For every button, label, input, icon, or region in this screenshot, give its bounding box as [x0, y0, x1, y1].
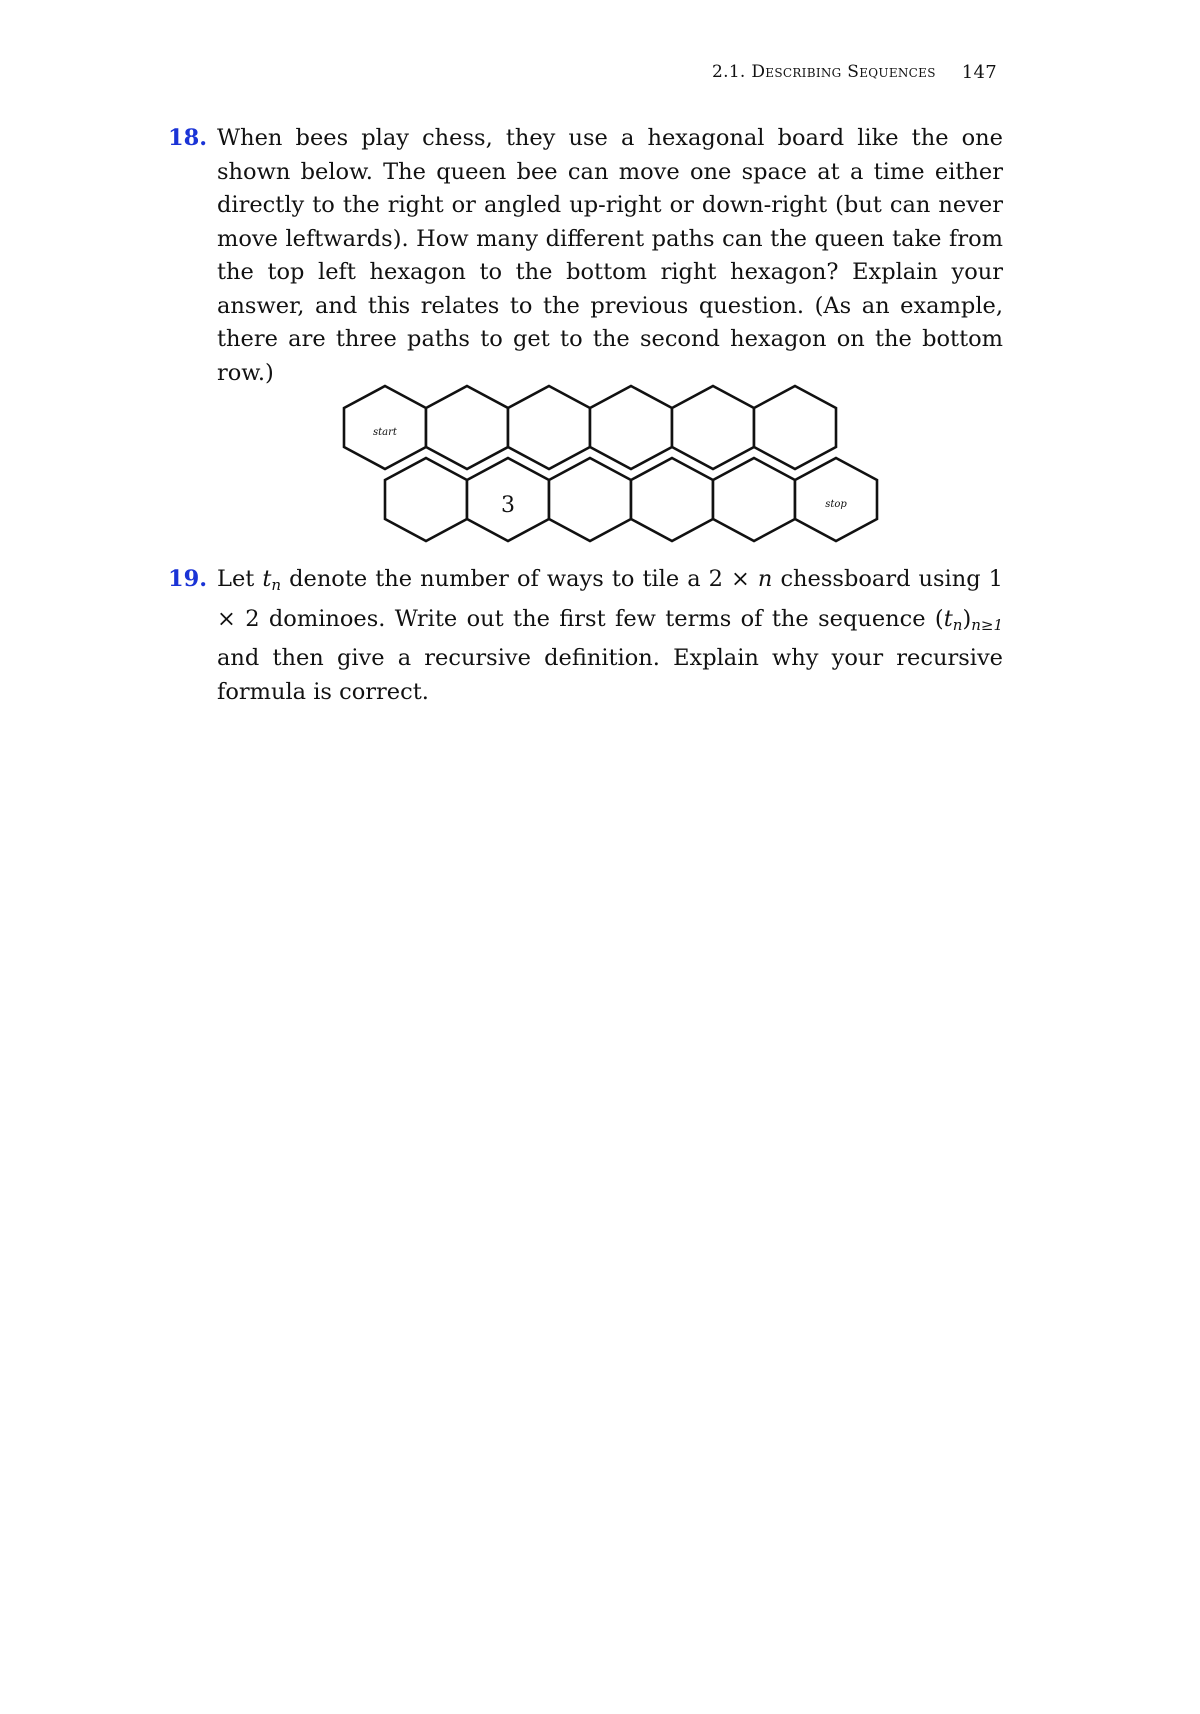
top-row-hexagon — [754, 386, 836, 469]
exercise-number: 19. — [168, 566, 208, 592]
top-row-hexagon — [672, 386, 754, 469]
hex-label: start — [373, 427, 397, 438]
text-segment: and then give a recursive definition. Explain why your recursive formula is correct. — [217, 645, 1003, 705]
hexagon-board-figure — [340, 374, 885, 549]
start-hexagon — [344, 386, 426, 469]
math-t-letter: t — [262, 566, 272, 592]
math-t-letter: t — [943, 605, 953, 632]
text-segment: Let — [217, 566, 263, 592]
exercise-text: When bees play chess, they use a hexagonal board like the one shown below. The queen bee can move one space at a time either directly to the right or angled up-right or down-right (but can never move leftwards). How many different paths can the queen take from the top left hexagon to the bottom right hexagon? Explain your answer, and this relates to the previous question. (As an example, there are three paths to get to the second hexagon on the bottom row.) — [217, 125, 1003, 386]
top-row-hexagon — [508, 386, 590, 469]
hex-label: stop — [825, 499, 847, 510]
sequence-subscript: n≥1 — [971, 615, 1003, 634]
hexagon-board — [340, 374, 885, 549]
running-head — [712, 62, 997, 82]
example-count-label: 3 — [501, 493, 515, 518]
section-title: 2.1. Describing Sequences — [712, 62, 936, 82]
top-row-hexagon — [590, 386, 672, 469]
bottom-row-hexagon — [631, 458, 713, 541]
text-segment: ) — [962, 605, 972, 632]
stop-hexagon — [795, 458, 877, 541]
math-t-subscript: n — [271, 576, 282, 594]
exercise-19 — [168, 563, 1003, 709]
math-n: n — [757, 566, 773, 592]
math-t-subscript: n — [952, 615, 963, 634]
bottom-row-hexagon — [549, 458, 631, 541]
top-row-hexagon — [426, 386, 508, 469]
exercise-text — [217, 563, 1003, 709]
page-number: 147 — [961, 62, 997, 83]
exercise-number: 18. — [168, 125, 208, 151]
math-t — [262, 566, 281, 592]
example-hexagon — [467, 458, 549, 541]
text-segment: denote the number of ways to tile a 2 × — [281, 566, 758, 592]
bottom-row-hexagon — [385, 458, 467, 541]
bottom-row-hexagon — [713, 458, 795, 541]
text-segment: chessboard using 1 × 2 dominoes. Write out the first few terms of the sequence ( — [217, 566, 1003, 632]
exercise-18 — [168, 122, 1003, 390]
